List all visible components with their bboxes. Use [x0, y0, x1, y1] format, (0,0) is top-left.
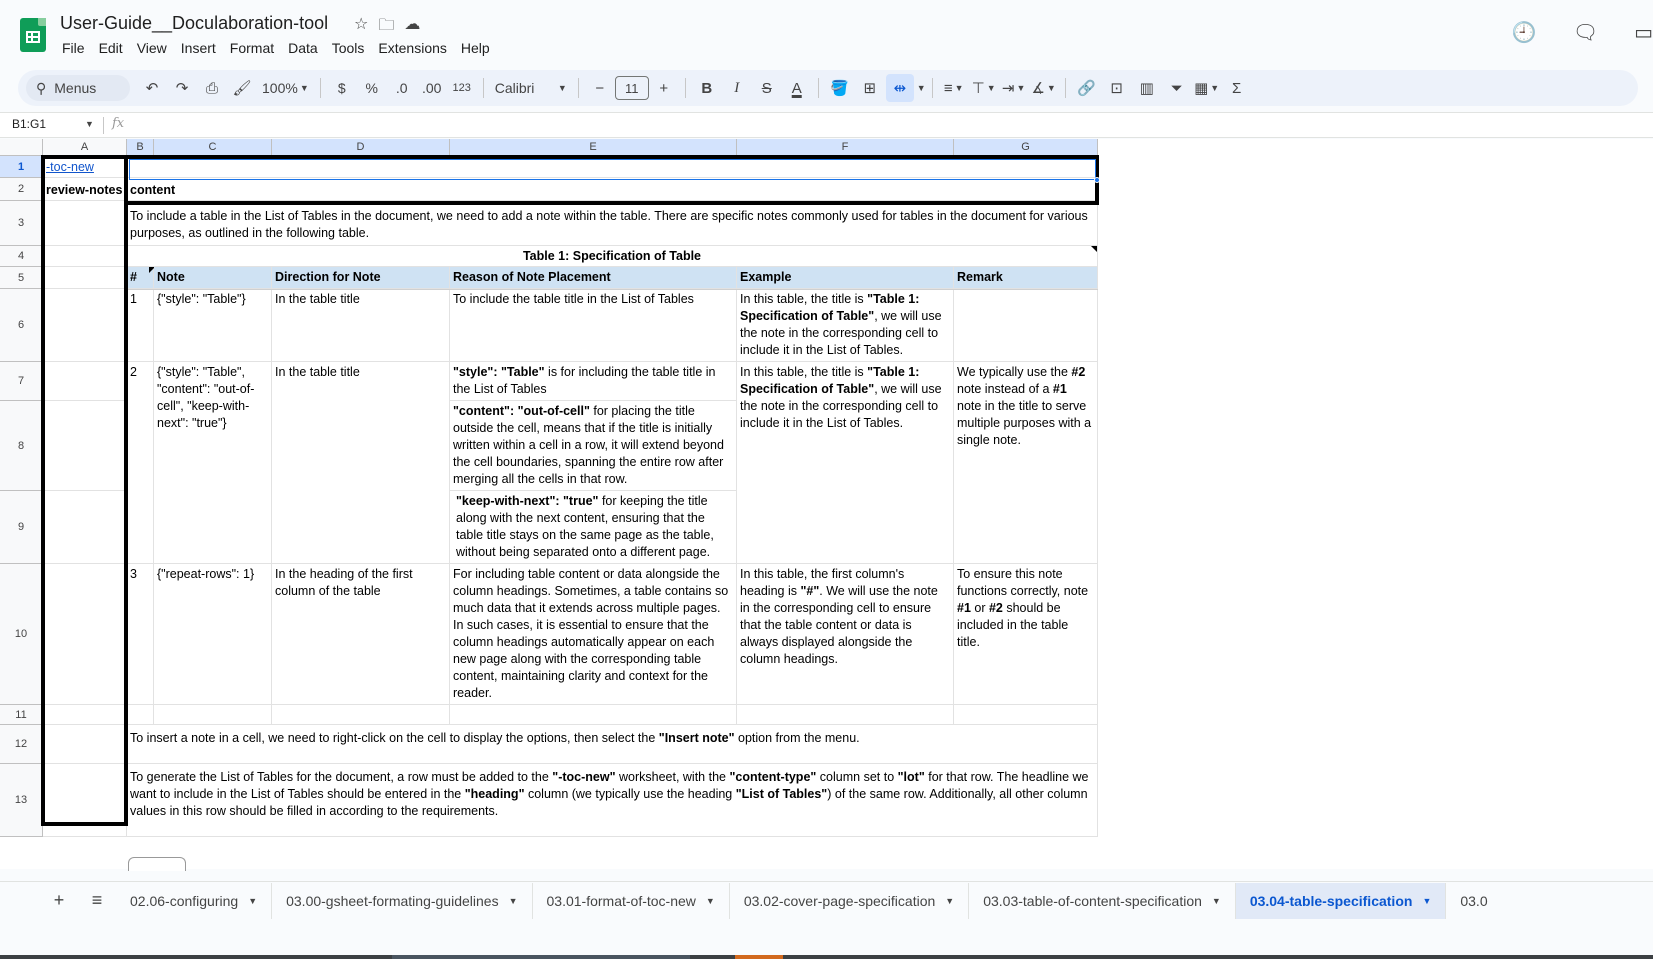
row3-direction[interactable]: In the heading of the first column of the table: [272, 564, 450, 705]
menu-data[interactable]: Data: [288, 40, 318, 56]
move-folder-icon[interactable]: 🗀: [378, 17, 395, 34]
fill-color-icon[interactable]: 🪣: [830, 80, 850, 97]
row-header-7[interactable]: 7: [0, 362, 43, 401]
row3-remark[interactable]: [954, 564, 1098, 705]
app-header: [0, 0, 1653, 62]
row2-direction[interactable]: In the table title: [272, 362, 450, 564]
insert-comment-icon[interactable]: ⊡: [1110, 80, 1123, 97]
row1-remark[interactable]: [954, 289, 1098, 362]
sheet-tabs: [0, 881, 1653, 919]
cell-e11[interactable]: [450, 705, 737, 725]
menu-view[interactable]: View: [136, 40, 167, 56]
sheet-tab[interactable]: [730, 883, 969, 919]
cell-a9[interactable]: [43, 491, 127, 564]
paragraph-bold: "-toc-new": [552, 770, 616, 784]
reason-bold: "keep-with-next": "true": [456, 494, 599, 508]
paragraph-text: option from the menu.: [734, 731, 860, 745]
header-note[interactable]: Note: [154, 267, 272, 289]
paragraph-bold: "heading": [464, 787, 525, 801]
chevron-down-icon[interactable]: ▼: [916, 83, 926, 93]
chevron-down-icon: ▼: [557, 83, 567, 93]
strikethrough-button[interactable]: S: [761, 79, 772, 97]
row2-number[interactable]: 2: [127, 362, 154, 564]
cell-a7[interactable]: [43, 362, 127, 401]
meet-icon[interactable]: ▭: [1634, 22, 1653, 44]
row3-example[interactable]: [737, 564, 954, 705]
toolbar-divider: [1065, 78, 1066, 98]
row-header-2[interactable]: 2: [0, 178, 43, 201]
row-header-6[interactable]: 6: [0, 289, 43, 362]
fx-icon: fx: [112, 116, 125, 131]
taskbar-segment: [735, 955, 783, 959]
row1-direction[interactable]: In the table title: [272, 289, 450, 362]
remark-text: To ensure this note functions correctly, note: [957, 567, 1089, 598]
cell-b2[interactable]: [127, 178, 1098, 201]
toolbar-divider: [483, 78, 484, 98]
row2-example[interactable]: [737, 362, 954, 564]
row2-note[interactable]: {"style": "Table", "content": "out-of-cell", "keep-with-next": "true"}: [154, 362, 272, 564]
reason-text: for placing the title outside the cell, means that if the title is initially written within a cell in a row, it will extend beyond the cell boundaries, spanning the entire row after merging all the cells in that row.: [453, 404, 724, 486]
sheet-tab-label: 03.0: [1460, 892, 1488, 909]
remark-text: note instead of a: [957, 382, 1053, 396]
menu-bar: [62, 40, 504, 56]
filter-icon[interactable]: ⏷: [1170, 79, 1183, 97]
example-text: In this table, the title is: [740, 292, 868, 306]
sheet-tab-label: 03.03-table-of-content-specification: [983, 892, 1202, 909]
row3-number[interactable]: 3: [127, 564, 154, 705]
header-remark[interactable]: Remark: [954, 267, 1098, 289]
cell-b13-generate-lot[interactable]: [127, 764, 1098, 837]
column-header-c[interactable]: C: [154, 139, 272, 156]
menus-search[interactable]: [26, 75, 130, 101]
cell-a5[interactable]: [43, 267, 127, 289]
formula-divider: [103, 117, 104, 134]
cell-d11[interactable]: [272, 705, 450, 725]
insert-chart-icon[interactable]: ▥: [1139, 80, 1154, 97]
paragraph-text: worksheet, with the: [615, 770, 730, 784]
title-icons: [354, 14, 420, 41]
remark-bold: #2: [1071, 365, 1086, 379]
row3-note[interactable]: {"repeat-rows": 1}: [154, 564, 272, 705]
table-border: [127, 289, 1098, 290]
hidden-tab-peek: [128, 857, 186, 871]
column-header-f[interactable]: F: [737, 139, 954, 156]
cell-c11[interactable]: [154, 705, 272, 725]
sheet-tab-label: 03.04-table-specification: [1249, 892, 1413, 909]
cloud-status-icon[interactable]: ☁: [404, 16, 421, 33]
font-select[interactable]: [491, 74, 571, 102]
bold-button[interactable]: B: [701, 79, 713, 97]
print-icon[interactable]: ⎙: [205, 79, 218, 97]
all-sheets-button[interactable]: ≡: [91, 890, 103, 910]
zoom-value: 100%: [262, 80, 298, 96]
row1-example[interactable]: [737, 289, 954, 362]
star-icon[interactable]: ☆: [354, 16, 369, 33]
table-title: Table 1: Specification of Table: [522, 249, 702, 263]
row2-reason-style[interactable]: [450, 362, 737, 401]
header-number[interactable]: #: [127, 267, 154, 289]
note-indicator[interactable]: [1091, 246, 1097, 252]
cell-g11[interactable]: [954, 705, 1098, 725]
reason-text: for keeping the title along with the next content, ensuring that the table title stays on the same page as the table, without being separated onto a different page.: [456, 494, 714, 559]
cell-b4-table-title[interactable]: [127, 246, 1098, 267]
menu-extensions[interactable]: Extensions: [378, 40, 447, 56]
example-text: In this table, the title is: [740, 365, 868, 379]
example-text: , we will use the note in the corresponding cell to include it in the List of Tables.: [740, 382, 942, 430]
cell-a6[interactable]: [43, 289, 127, 362]
sheet-tab[interactable]: [1446, 883, 1487, 919]
paragraph-text: ) of the same row. Additionally, all other column values in this row should be filled in according to the requirements.: [130, 787, 1088, 818]
selection-handle[interactable]: [1094, 177, 1100, 183]
cell-a3[interactable]: [43, 201, 127, 246]
text-color-button[interactable]: A: [791, 79, 802, 97]
row1-reason[interactable]: To include the table title in the List of Tables: [450, 289, 737, 362]
chevron-down-icon[interactable]: ▼: [85, 119, 94, 129]
paint-format-icon[interactable]: 🖌: [232, 80, 252, 97]
cell-a2[interactable]: [43, 178, 127, 201]
sheet-tab[interactable]: [969, 883, 1236, 919]
row-header-1[interactable]: 1: [0, 156, 43, 178]
functions-button[interactable]: Σ: [1232, 79, 1242, 97]
cell-b3-intro[interactable]: [127, 201, 1098, 246]
zoom-select[interactable]: [258, 74, 313, 102]
chevron-down-icon: ▼: [299, 83, 309, 93]
taskbar-segment: [392, 955, 690, 959]
paragraph-bold: "Insert note": [658, 731, 735, 745]
reason-bold: "content": "out-of-cell": [453, 404, 590, 418]
name-box[interactable]: B1:G1: [12, 117, 47, 131]
document-title[interactable]: User-Guide__Doculaboration-tool: [60, 13, 329, 33]
paragraph-text: column set to: [816, 770, 898, 784]
column-header-d[interactable]: D: [272, 139, 450, 156]
reason-text: is for including the table title in the List of Tables: [453, 365, 716, 396]
reason-bold: "style": "Table": [453, 365, 545, 379]
review-notes-label: review-notes: [46, 183, 123, 197]
row-header-12[interactable]: 12: [0, 725, 43, 764]
cell-a13[interactable]: [43, 764, 127, 837]
chevron-down-icon[interactable]: ▼: [705, 895, 715, 906]
cell-f11[interactable]: [737, 705, 954, 725]
spreadsheet-grid[interactable]: [0, 139, 1653, 869]
sheet-bar: [0, 869, 1653, 959]
cell-b1-merged[interactable]: [127, 156, 1098, 178]
row2-reason-keep[interactable]: [450, 491, 737, 564]
toolbar-divider: [578, 78, 579, 98]
intro-text: To include a table in the List of Tables in the document, we need to add a note within the table. There are specific notes commonly used for tables in the document for various purposes, as outlined in the following table.: [130, 209, 1088, 240]
add-sheet-button[interactable]: +: [53, 890, 65, 910]
toolbar-divider: [320, 78, 321, 98]
row2-remark[interactable]: [954, 362, 1098, 564]
currency-format-button[interactable]: $: [337, 80, 346, 96]
sheet-tab[interactable]: [533, 883, 730, 919]
chevron-down-icon[interactable]: ▼: [945, 895, 955, 906]
filter-views-icon[interactable]: ▦ ▼: [1194, 80, 1220, 97]
remark-bold: #1: [957, 601, 971, 615]
menus-search-label: Menus: [54, 80, 97, 96]
percent-format-button[interactable]: %: [365, 80, 378, 96]
comments-icon[interactable]: 🗨: [1572, 22, 1599, 44]
cell-a10[interactable]: [43, 564, 127, 705]
chevron-down-icon[interactable]: ▼: [1422, 895, 1432, 906]
column-header-a[interactable]: A: [43, 139, 127, 156]
italic-button[interactable]: I: [734, 79, 740, 96]
font-size-input[interactable]: 11: [615, 76, 649, 100]
toolbar: [18, 70, 1638, 106]
paragraph-text: column (we typically use the heading: [524, 787, 736, 801]
column-header-b[interactable]: B: [127, 139, 154, 156]
sheet-tab[interactable]: [272, 883, 532, 919]
column-header-e[interactable]: E: [450, 139, 737, 156]
sheet-tab-label: 03.02-cover-page-specification: [743, 892, 936, 909]
sheets-logo-icon[interactable]: [20, 18, 46, 52]
header-example[interactable]: Example: [737, 267, 954, 289]
merge-cells-icon[interactable]: ⇹: [886, 74, 914, 102]
paragraph-bold: "content-type": [729, 770, 817, 784]
remark-text: note in the title to serve multiple purposes with a single note.: [957, 399, 1092, 447]
example-bold: "Table 1: Specification of Table": [740, 292, 920, 323]
cell-a8[interactable]: [43, 401, 127, 491]
row-header-4[interactable]: 4: [0, 246, 43, 267]
remark-text: We typically use the: [957, 365, 1072, 379]
row-header-3[interactable]: 3: [0, 201, 43, 246]
example-text: In this table, the first column's heading is: [740, 567, 905, 598]
menu-tools[interactable]: Tools: [331, 40, 365, 56]
cell-a4[interactable]: [43, 246, 127, 267]
content-label: content: [130, 183, 176, 197]
select-all-corner[interactable]: [0, 139, 43, 156]
insert-link-icon[interactable]: 🔗: [1077, 80, 1096, 97]
row-header-9[interactable]: 9: [0, 491, 43, 564]
paragraph-bold: "lot": [897, 770, 925, 784]
example-bold: "#": [800, 584, 820, 598]
vertical-align-icon[interactable]: ⊤ ▼: [971, 80, 996, 97]
example-text: , we will use the note in the corresponding cell to include it in the List of Tables.: [740, 309, 942, 357]
row-header-11[interactable]: 11: [0, 705, 43, 725]
sheet-tab-active[interactable]: [1236, 883, 1447, 919]
example-text: . We will use the note in the corresponding cell to ensure that the table content or data is always displayed alongside the column headings.: [740, 584, 938, 666]
sheet-tab-label: 02.06-configuring: [130, 892, 239, 909]
cell-a1-link[interactable]: -toc-new: [43, 156, 127, 178]
font-value: Calibri: [494, 80, 535, 96]
paragraph-text: To generate the List of Tables for the document, a row must be added to the: [130, 770, 553, 784]
remark-text: or: [970, 601, 989, 615]
row3-reason[interactable]: For including table content or data alongside the column headings. Sometimes, a table contains so much data that it extends across multiple pages. In such cases, it is essential to ensure that the column headings automatically appear on each new page along with the corresponding table content, maintaining clarity and context for the reader.: [450, 564, 737, 705]
header-direction[interactable]: Direction for Note: [272, 267, 450, 289]
sheet-tab-label: 03.00-gsheet-formating-guidelines: [286, 892, 499, 909]
row2-reason-content[interactable]: [450, 401, 737, 491]
paragraph-text: To insert a note in a cell, we need to right-click on the cell to display the options, then select the: [130, 731, 659, 745]
search-icon: ⚲: [36, 79, 47, 96]
toolbar-divider: [932, 78, 933, 98]
increase-decimal-button[interactable]: .00: [422, 80, 442, 96]
formula-bar: [0, 112, 1653, 138]
menu-format[interactable]: Format: [229, 40, 275, 56]
chevron-down-icon[interactable]: ▼: [508, 895, 518, 906]
row-header-13[interactable]: 13: [0, 764, 43, 837]
cell-a11[interactable]: [43, 705, 127, 725]
cell-b12-insert-note[interactable]: [127, 725, 1098, 764]
sheet-tab-label: 03.01-format-of-toc-new: [546, 892, 696, 909]
menu-edit[interactable]: Edit: [98, 40, 123, 56]
decrease-font-size-button[interactable]: −: [595, 79, 605, 97]
increase-font-size-button[interactable]: +: [659, 79, 669, 97]
row1-number[interactable]: 1: [127, 289, 154, 362]
menu-insert[interactable]: Insert: [180, 40, 216, 56]
sheet-tab[interactable]: [116, 883, 272, 919]
version-history-icon[interactable]: 🕘: [1511, 22, 1537, 44]
cell-b11[interactable]: [127, 705, 154, 725]
remark-bold: #2: [988, 601, 1003, 615]
text-wrapping-icon[interactable]: ⇥ ▼: [1001, 80, 1026, 97]
taskbar-strip: [0, 955, 1653, 959]
column-header-g[interactable]: G: [954, 139, 1098, 156]
menu-file[interactable]: File: [62, 40, 85, 56]
row-header-10[interactable]: 10: [0, 564, 43, 705]
remark-text: should be included in the table title.: [957, 601, 1069, 649]
decrease-decimal-button[interactable]: .0: [395, 80, 408, 96]
paragraph-text: for that row. The headline we want to include in the List of Tables should be entered in the: [130, 770, 1089, 801]
redo-icon[interactable]: ↷: [175, 80, 189, 97]
example-bold: "Table 1: Specification of Table": [740, 365, 920, 396]
toolbar-divider: [818, 78, 819, 98]
undo-icon[interactable]: ↶: [145, 80, 159, 97]
row-header-8[interactable]: 8: [0, 401, 43, 491]
text-rotation-icon[interactable]: ∡ ▼: [1031, 80, 1056, 97]
row-header-5[interactable]: 5: [0, 267, 43, 289]
more-formats-button[interactable]: 123: [452, 82, 471, 94]
menu-help[interactable]: Help: [460, 40, 490, 56]
horizontal-align-icon[interactable]: ≡ ▼: [943, 79, 964, 97]
chevron-down-icon[interactable]: ▼: [248, 895, 258, 906]
remark-bold: #1: [1052, 382, 1067, 396]
chevron-down-icon[interactable]: ▼: [1211, 895, 1221, 906]
paragraph-bold: "List of Tables": [735, 787, 828, 801]
header-reason[interactable]: Reason of Note Placement: [450, 267, 737, 289]
toolbar-divider: [685, 78, 686, 98]
borders-icon[interactable]: ⊞: [863, 80, 877, 97]
header-actions: [1512, 20, 1653, 45]
cell-a12[interactable]: [43, 725, 127, 764]
row1-note[interactable]: {"style": "Table"}: [154, 289, 272, 362]
